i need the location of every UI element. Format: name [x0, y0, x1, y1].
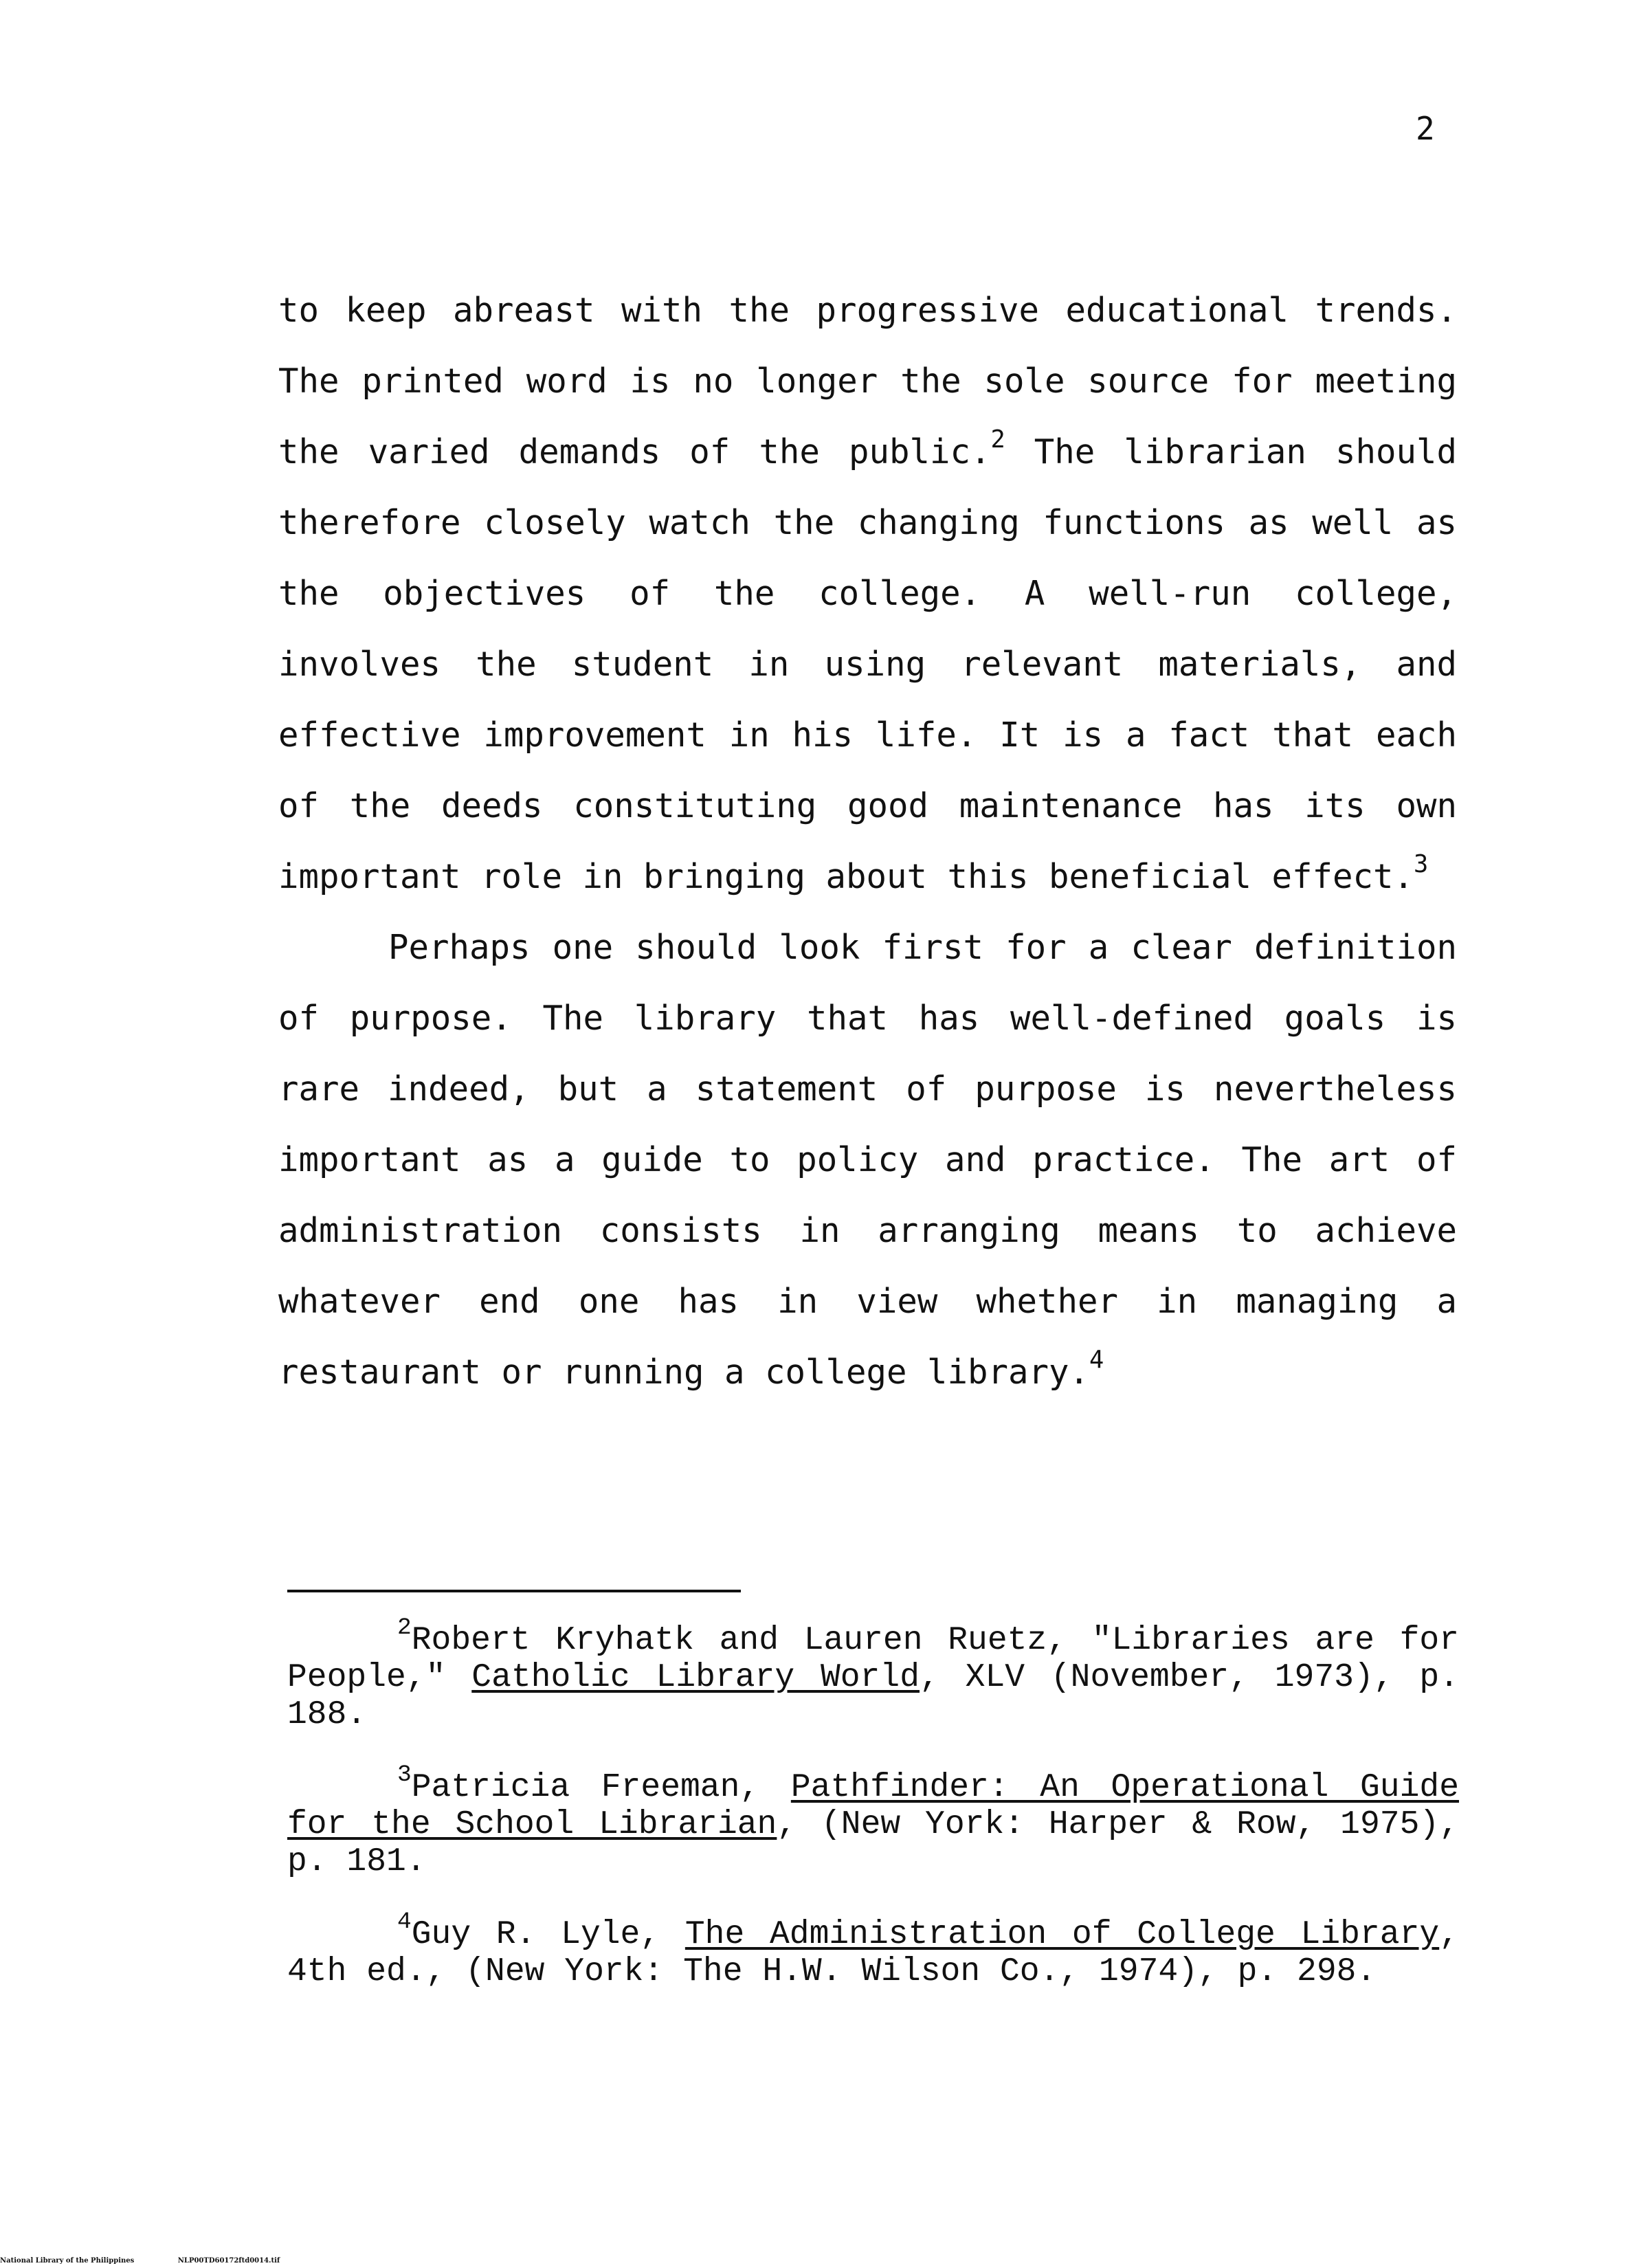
footnote-text: Guy R. Lyle,	[411, 1916, 685, 1953]
footnote-reference: 3	[1414, 850, 1429, 879]
footer-source: National Library of the Philippines	[0, 2257, 135, 2265]
footnote-text: , (New York: Harper & Row, 1975), p. 181.	[287, 1806, 1459, 1880]
body-text	[278, 275, 1457, 1408]
footnote-divider	[287, 1590, 741, 1592]
footnote-title: Catholic Library World	[471, 1659, 920, 1696]
footnote	[287, 1908, 1459, 1990]
footer-file-id: NLP00TD60172ftd0014.tif	[177, 2257, 280, 2265]
footnotes	[287, 1614, 1460, 2026]
footnote-text: Robert Kryhatk and Lauren Ruetz, "Libraries are for People,"	[287, 1622, 1459, 1696]
footnote-number: 4	[397, 1908, 412, 1935]
paragraph	[278, 912, 1457, 1408]
footnote-title: The Administration of College Library	[684, 1916, 1440, 1953]
paragraph-text: The librarian should therefore closely watch the changing functions as well as the objectives of the college. A well-run college, involves the student in using relevant materials, and effective improvement in his life. It is a fact that each of the deeds constituting good maintenance has its own important role in bringing about this beneficial effect.	[278, 432, 1457, 896]
footnote-text: Patricia Freeman,	[411, 1769, 791, 1806]
page-number: 2	[1416, 110, 1435, 147]
footnote-number: 2	[397, 1614, 412, 1641]
footnote	[287, 1761, 1460, 1880]
paragraph-text: to keep abreast with the progressive educational trends. The printed word is no longer the sole source for meeting the varied demands of the public.	[278, 291, 1457, 471]
scan-footer	[0, 2257, 321, 2265]
footnote-text: , 4th ed., (New York: The H.W. Wilson Co., 1974), p. 298.	[287, 1916, 1459, 1990]
paragraph-text: Perhaps one should look first for a clear definition of purpose. The library that has well-defined goals is rare indeed, but a statement of purpose is nevertheless important as a guide to policy and practice. The art of administration consists in arranging means to achieve whatever end one has in view whether in managing a restaurant or running a college library.	[278, 928, 1457, 1392]
paragraph	[278, 275, 1457, 912]
footnote-number: 3	[397, 1761, 412, 1788]
footnote	[287, 1614, 1460, 1733]
footnote-text: , XLV (November, 1973), p. 188.	[287, 1659, 1460, 1733]
footnote-title: Pathfinder: An Operational Guide for the School Librarian	[287, 1769, 1460, 1843]
footnote-reference: 2	[990, 425, 1005, 454]
footnote-reference: 4	[1089, 1346, 1104, 1375]
